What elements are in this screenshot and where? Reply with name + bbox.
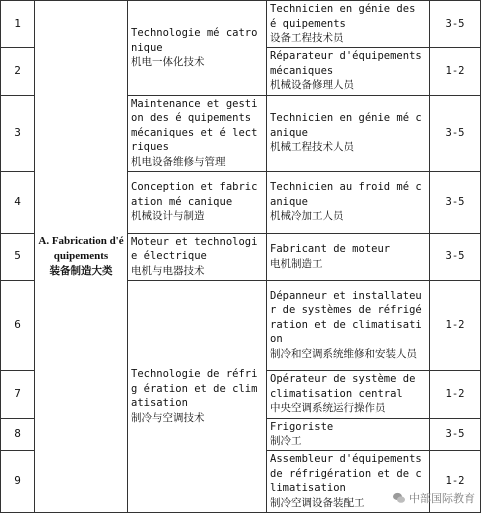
row-number: 5	[1, 233, 35, 280]
job-cell	[267, 95, 430, 171]
major-cell	[128, 233, 267, 280]
watermark-text: 中部国际教育	[409, 492, 475, 505]
level-cell: 3-5	[430, 418, 481, 450]
row-number: 7	[1, 370, 35, 418]
wechat-icon	[392, 491, 406, 505]
job-zh: 机械设备修理人员	[270, 79, 354, 92]
major-fr: Moteur et technologie électrique	[131, 235, 258, 263]
watermark	[392, 490, 475, 506]
job-cell	[267, 370, 430, 418]
major-cell	[128, 171, 267, 233]
job-fr: Frigoriste	[270, 420, 334, 433]
row-number: 3	[1, 95, 35, 171]
level-cell: 1-2	[430, 280, 481, 370]
job-zh: 制冷和空调系统维修和安装人员	[270, 347, 417, 360]
major-zh: 机电设备维修与管理	[131, 155, 226, 168]
job-fr: Réparateur d'équipements mécaniques	[270, 50, 422, 77]
job-zh: 电机制造工	[270, 257, 323, 270]
job-cell	[267, 280, 430, 370]
job-fr: Technicien en génie mé canique	[270, 112, 422, 139]
job-fr: Technicien au froid mé canique	[270, 181, 422, 208]
job-zh: 设备工程技术员	[270, 32, 344, 44]
job-zh: 中央空调系统运行操作员	[270, 402, 386, 415]
job-zh: 机械冷加工人员	[270, 210, 344, 223]
row-number: 8	[1, 418, 35, 450]
major-fr: Technologie de réfrig ération et de climatisation	[131, 368, 258, 409]
job-cell	[267, 233, 430, 280]
job-cell	[267, 1, 430, 48]
major-zh: 机电一体化技术	[131, 56, 205, 68]
job-fr: Technicien en génie des é quipements	[270, 3, 416, 30]
level-cell: 1-2	[430, 450, 481, 512]
category-fr: A. Fabrication d'é quipements	[38, 234, 124, 262]
major-fr: Maintenance et gestion des é quipements mécaniques et é lectriques	[131, 97, 258, 154]
job-cell	[267, 418, 430, 450]
job-cell	[267, 47, 430, 95]
level-cell: 3-5	[430, 233, 481, 280]
job-fr: Dépanneur et installateur de systèmes de réfrigé ration et de climatisation	[270, 289, 422, 346]
major-zh: 制冷与空调技术	[131, 411, 205, 424]
level-cell: 1-2	[430, 370, 481, 418]
job-cell	[267, 171, 430, 233]
major-cell	[128, 1, 267, 96]
major-zh: 电机与电器技术	[131, 264, 205, 277]
row-number: 4	[1, 171, 35, 233]
level-cell: 3-5	[430, 95, 481, 171]
level-cell: 3-5	[430, 171, 481, 233]
row-number: 6	[1, 280, 35, 370]
row-number: 1	[1, 1, 35, 48]
job-zh: 制冷工	[270, 435, 302, 447]
level-cell: 1-2	[430, 47, 481, 95]
table-row	[1, 1, 481, 48]
job-zh: 制冷空调设备装配工	[270, 496, 365, 509]
category-zh: 装备制造大类	[49, 264, 113, 277]
job-fr: Assembleur d'équipements de réfrigération et de climatisation	[270, 453, 422, 494]
job-fr: Opérateur de système de climatisation central	[270, 373, 416, 400]
major-zh: 机械设计与制造	[131, 210, 205, 223]
category-cell	[35, 1, 128, 513]
major-cell	[128, 95, 267, 171]
major-cell	[128, 280, 267, 512]
job-fr: Fabricant de moteur	[270, 243, 391, 255]
row-number: 2	[1, 47, 35, 95]
job-zh: 机械工程技术人员	[270, 141, 354, 154]
major-fr: Conception et fabrication mé canique	[131, 181, 258, 208]
row-number: 9	[1, 450, 35, 512]
level-cell: 3-5	[430, 1, 481, 48]
major-fr: Technologie mé catronique	[131, 27, 258, 54]
